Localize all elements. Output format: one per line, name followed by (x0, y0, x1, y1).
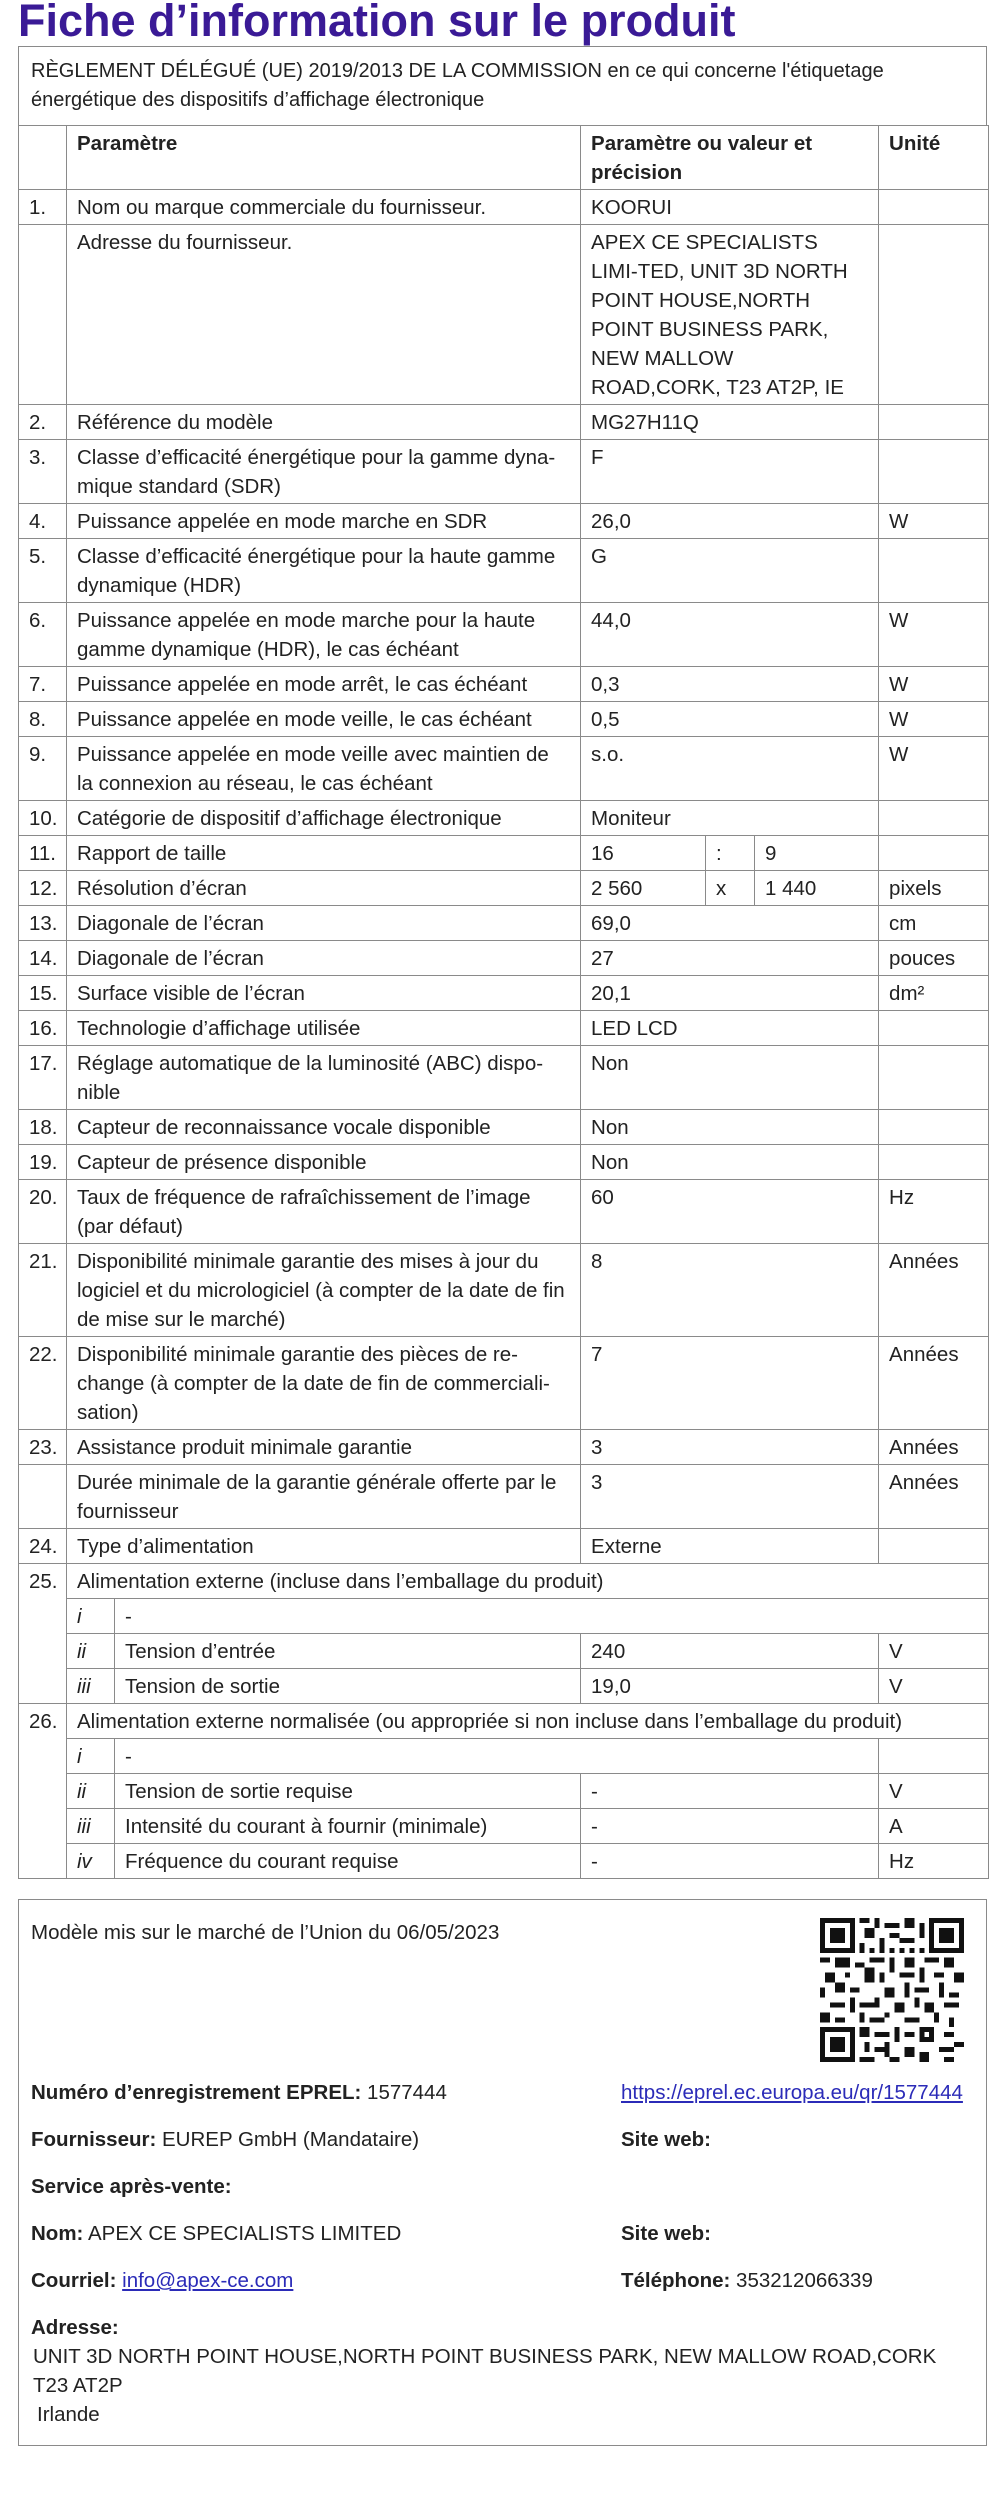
regulation-header (18, 46, 987, 125)
table-row: 11. Rapport de taille 16 : 9 (19, 836, 989, 871)
regulation-text: RÈGLEMENT DÉLÉGUÉ (UE) 2019/2013 DE LA COMMISSION en ce qui concerne l'étiquetage énergétique des dispositifs d’affichage électronique (31, 60, 884, 111)
registration-info-box (18, 1899, 987, 2446)
name-value: APEX CE SPECIALISTS LIMITED (87, 2222, 402, 2245)
supplier-website-label: Site web: (621, 2128, 711, 2151)
address-line-3: Irlande (37, 2403, 100, 2426)
table-row: 18. Capteur de reconnaissance vocale disponible Non (19, 1110, 989, 1145)
eprel-row (31, 2078, 974, 2107)
address-label: Adresse: (31, 2316, 119, 2339)
supplier-row (31, 2125, 974, 2154)
market-date: Modèle mis sur le marché de l’Union du 06/05/2023 (31, 1921, 500, 1944)
eprel-link[interactable]: https://eprel.ec.europa.eu/qr/1577444 (621, 2081, 963, 2104)
table-row: 22. Disponibilité minimale garantie des pièces de re-change (à compter de la date de fin de commerciali-sation) 7 Années (19, 1337, 989, 1430)
table-row: 2. Référence du modèle MG27H11Q (19, 405, 989, 440)
address-line-1: UNIT 3D NORTH POINT HOUSE,NORTH POINT BUSINESS PARK, NEW MALLOW ROAD,CORK (33, 2345, 937, 2368)
table-row: ii Tension d’entrée 240 V (19, 1634, 989, 1669)
table-row: 26. Alimentation externe normalisée (ou appropriée si non incluse dans l’emballage du produit) (19, 1704, 989, 1739)
table-row: 15. Surface visible de l’écran 20,1 dm² (19, 976, 989, 1011)
table-row: 8. Puissance appelée en mode veille, le cas échéant 0,5 W (19, 702, 989, 737)
eprel-number: 1577444 (367, 2081, 447, 2104)
spec-table (18, 125, 989, 1879)
table-header-row (19, 126, 989, 190)
page-title: Fiche d’information sur le produit (18, 0, 736, 46)
phone-value: 353212066339 (736, 2269, 873, 2292)
table-row: 9. Puissance appelée en mode veille avec maintien de la connexion au réseau, le cas échéant s.o. W (19, 737, 989, 801)
supplier-label: Fournisseur: (31, 2128, 157, 2151)
eprel-label: Numéro d’enregistrement EPREL: (31, 2081, 362, 2104)
table-row: 19. Capteur de présence disponible Non (19, 1145, 989, 1180)
address-line-2: T23 AT2P (33, 2374, 123, 2397)
qr-code-icon[interactable] (820, 1918, 964, 2062)
header-parameter: Paramètre (67, 126, 581, 190)
header-value: Paramètre ou valeur et précision (581, 126, 879, 190)
header-unit: Unité (879, 126, 989, 190)
table-row: 14. Diagonale de l’écran 27 pouces (19, 941, 989, 976)
table-row: 24. Type d’alimentation Externe (19, 1529, 989, 1564)
supplier-value: EUREP GmbH (Mandataire) (162, 2128, 420, 2151)
table-row: 20. Taux de fréquence de rafraîchissement de l’image (par défaut) 60 Hz (19, 1180, 989, 1244)
email-label: Courriel: (31, 2269, 117, 2292)
table-row: ii Tension de sortie requise - V (19, 1774, 989, 1809)
table-row: 1. Nom ou marque commerciale du fournisseur. KOORUI (19, 190, 989, 225)
table-row: 4. Puissance appelée en mode marche en SDR 26,0 W (19, 504, 989, 539)
table-row: 7. Puissance appelée en mode arrêt, le cas échéant 0,3 W (19, 667, 989, 702)
table-row: iii Intensité du courant à fournir (minimale) - A (19, 1809, 989, 1844)
after-sales-label: Service après-vente: (31, 2175, 232, 2198)
table-row: 21. Disponibilité minimale garantie des mises à jour du logiciel et du micrologiciel (à compter de la date de fin de mise sur le marché) 8 Années (19, 1244, 989, 1337)
table-row: 5. Classe d’efficacité énergétique pour la haute gamme dynamique (HDR) G (19, 539, 989, 603)
table-row: 23. Assistance produit minimale garantie 3 Années (19, 1430, 989, 1465)
table-row: iii Tension de sortie 19,0 V (19, 1669, 989, 1704)
phone-label: Téléphone: (621, 2269, 731, 2292)
table-row: i - (19, 1739, 989, 1774)
table-row: 10. Catégorie de dispositif d’affichage électronique Moniteur (19, 801, 989, 836)
table-row: Durée minimale de la garantie générale offerte par le fournisseur 3 Années (19, 1465, 989, 1529)
table-row: 6. Puissance appelée en mode marche pour la haute gamme dynamique (HDR), le cas échéant 44,0 W (19, 603, 989, 667)
contact-row (31, 2266, 974, 2295)
table-row: i - (19, 1599, 989, 1634)
table-row: 16. Technologie d’affichage utilisée LED LCD (19, 1011, 989, 1046)
service-website-label: Site web: (621, 2222, 711, 2245)
table-row: 13. Diagonale de l’écran 69,0 cm (19, 906, 989, 941)
table-row: 12. Résolution d’écran 2 560 x 1 440 pixels (19, 871, 989, 906)
table-row: 25. Alimentation externe (incluse dans l’emballage du produit) (19, 1564, 989, 1599)
service-name-row (31, 2219, 974, 2248)
table-row: Adresse du fournisseur. APEX CE SPECIALISTS LIMI-TED, UNIT 3D NORTH POINT HOUSE,NORTH POINT BUSINESS PARK, NEW MALLOW ROAD,CORK, T23 AT2P, IE (19, 225, 989, 405)
table-row: 3. Classe d’efficacité énergétique pour la gamme dyna-mique standard (SDR) F (19, 440, 989, 504)
table-row: 17. Réglage automatique de la luminosité (ABC) dispo-nible Non (19, 1046, 989, 1110)
table-row: iv Fréquence du courant requise - Hz (19, 1844, 989, 1879)
name-label: Nom: (31, 2222, 84, 2245)
email-link[interactable]: info@apex-ce.com (122, 2269, 294, 2292)
